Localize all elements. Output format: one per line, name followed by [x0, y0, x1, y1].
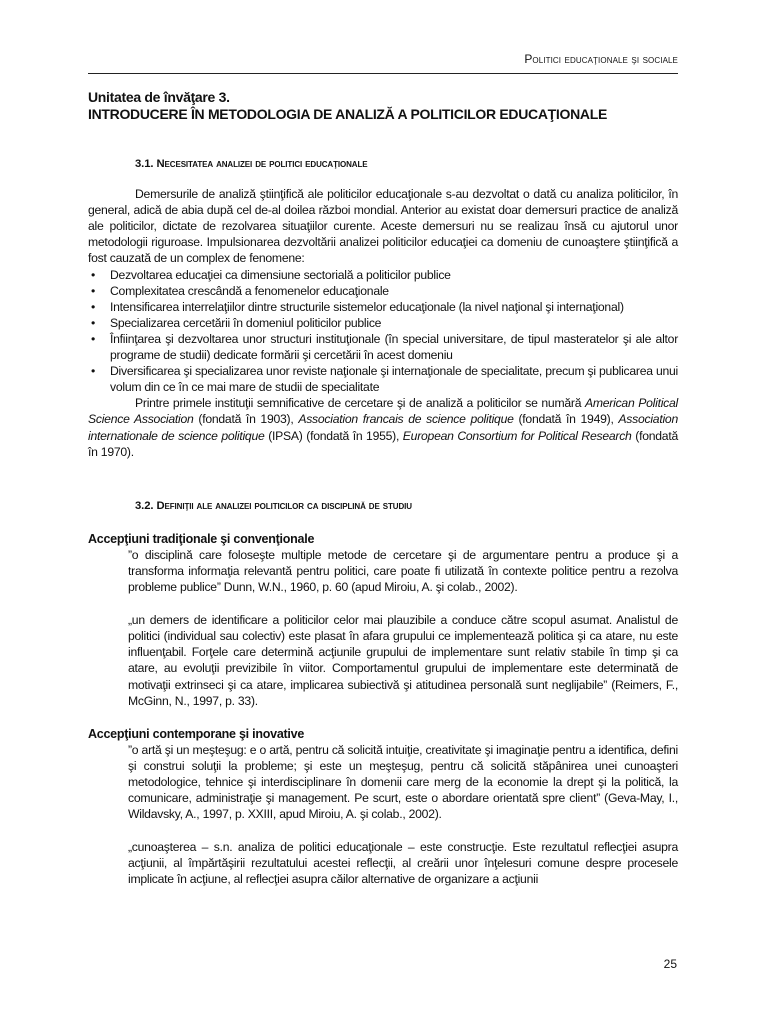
org-ecpr: European Consortium for Political Research [402, 428, 632, 443]
header-rule [88, 73, 678, 74]
quote-construction: „cunoaşterea – s.n. analiza de politici educaţionale – este construcţie. Este rezultatul reflecţiei asupra acţiunii, al împărtăşirii rezultatului acestei reflecţii, al creării unor înţelesuri comune despre procesele implicate în acţiune, al reflecţiei asupra căilor alternative de organizare a acţiunii [128, 840, 678, 887]
section1-intro-paragraph: Demersurile de analiză ştiinţifică ale politicilor educaţionale s-au dezvoltat o dată cu analiza politicilor, în general, adică de abia după cel de-al doilea război mondial. Anterior au existat doar demersuri practice de analiză ale politicilor, dictate de rezolvarea situaţiilor curente. Aceste demersuri nu se realizau însă cu ajutorul unor metodologii riguroase. Impulsionarea dezvoltării analizei politicilor educaţiei ca domeniu de cunoaştere ştiinţifică a fost cauzată de un complex de fenomene: [88, 187, 678, 266]
list-item: • Specializarea cercetării în domeniul politicilor publice [88, 315, 678, 331]
section-heading-3-2: 3.2. Definiţii ale analizei politicilor ca disciplină de studiu [135, 499, 412, 512]
org-apsa: American Political Science Association [88, 396, 678, 427]
list-item: • Complexitatea crescândă a fenomenelor educaţionale [88, 283, 678, 299]
page-content [88, 89, 678, 888]
quote-reimers: „un demers de identificare a politicilor celor mai plauzibile a conduce către scopul asumat. Analistul de politici (individual sau colectiv) este plasat în afara grupului ce implementează politica şi ca atare, nu este influenţabil. Forţele care determină acţiunile grupului de implementare sunt relativ stabile în timp şi ca atare, au evoluţii previzibile în viitor. Comportamentul grupului de implementare este determinată de motivaţii extrinseci şi ca atare, implicarea subiectivă şi atitudinea personală sunt neglijabile” (Reimers, F., McGinn, N., 1997, p. 33). [128, 613, 678, 708]
list-item: • Dezvoltarea educaţiei ca dimensiune sectorială a politicilor publice [88, 267, 678, 283]
list-item: • Intensificarea interrelaţiilor dintre structurile sistemelor educaţionale (la nivel naţional şi internaţional) [88, 299, 678, 315]
org-ipsa: Association internationale de science politique [88, 412, 678, 443]
traditional-subheading: Accepţiuni tradiţionale şi convenţionale [88, 531, 315, 546]
org-apsa-note: (fondată în 1903), [193, 412, 299, 427]
quote-geva-may: ”o artă şi un meşteşug: e o artă, pentru că solicită intuiţie, creativitate şi imaginaţie pentru a identifica, defini şi construi soluţii la probleme; şi este un meşteşug, pentru că solicită stăpânirea unei cunoaşteri metodologice, tehnice şi interdisciplinare în domenii care merg de la economie la drept şi la politică, la comunicare, administraţie şi management. Pe scurt, este o abordare orientată spre client” (Geva-May, I., Wildavsky, A., 1997, p. XXIII, apud Miroiu, A. şi colab., 2002). [128, 742, 678, 822]
phenomena-list [88, 267, 678, 396]
institutions-paragraph [88, 395, 678, 459]
unit-label: Unitatea de învăţare 3. [88, 89, 230, 105]
unit-title: INTRODUCERE ÎN METODOLOGIA DE ANALIZĂ A POLITICILOR EDUCAŢIONALE [88, 106, 608, 122]
list-item: • Înfiinţarea şi dezvoltarea unor structuri instituţionale (în special universitare, de tipul masteratelor şi ale altor programe de studii) dedicate formării şi cercetării în acest domeniu [88, 331, 678, 363]
running-header: Politici educaţionale şi sociale [524, 52, 678, 66]
org-ipsa-note: (IPSA) (fondată în 1955), [264, 428, 403, 443]
org-ecpr-note: (fondată în 1970). [88, 428, 679, 459]
org-afsp-note: (fondată în 1949), [513, 412, 619, 427]
list-item: • Diversificarea şi specializarea unor reviste naţionale şi internaţionale de specialitate, precum şi publicarea unui volum din ce în ce mai mare de studii de specialitate [88, 363, 678, 395]
contemporary-subheading: Accepţiuni contemporane şi inovative [88, 726, 305, 741]
org-afsp: Association francais de science politique [298, 412, 514, 427]
section-heading-3-1: 3.1. Necesitatea analizei de politici educaţionale [135, 158, 368, 170]
page-number: 25 [663, 957, 677, 971]
quote-dunn: ”o disciplină care foloseşte multiple metode de cercetare şi de argumentare pentru a produce şi a transforma informaţia relevantă pentru politici, care poate fi utilizată în contexte politice pentru a rezolva probleme publice” Dunn, W.N., 1960, p. 60 (apud Miroiu, A. şi colab., 2002). [128, 547, 678, 595]
institutions-lead: Printre primele instituţii semnificative de cercetare şi de analiză a politicilor se numără [135, 396, 585, 411]
